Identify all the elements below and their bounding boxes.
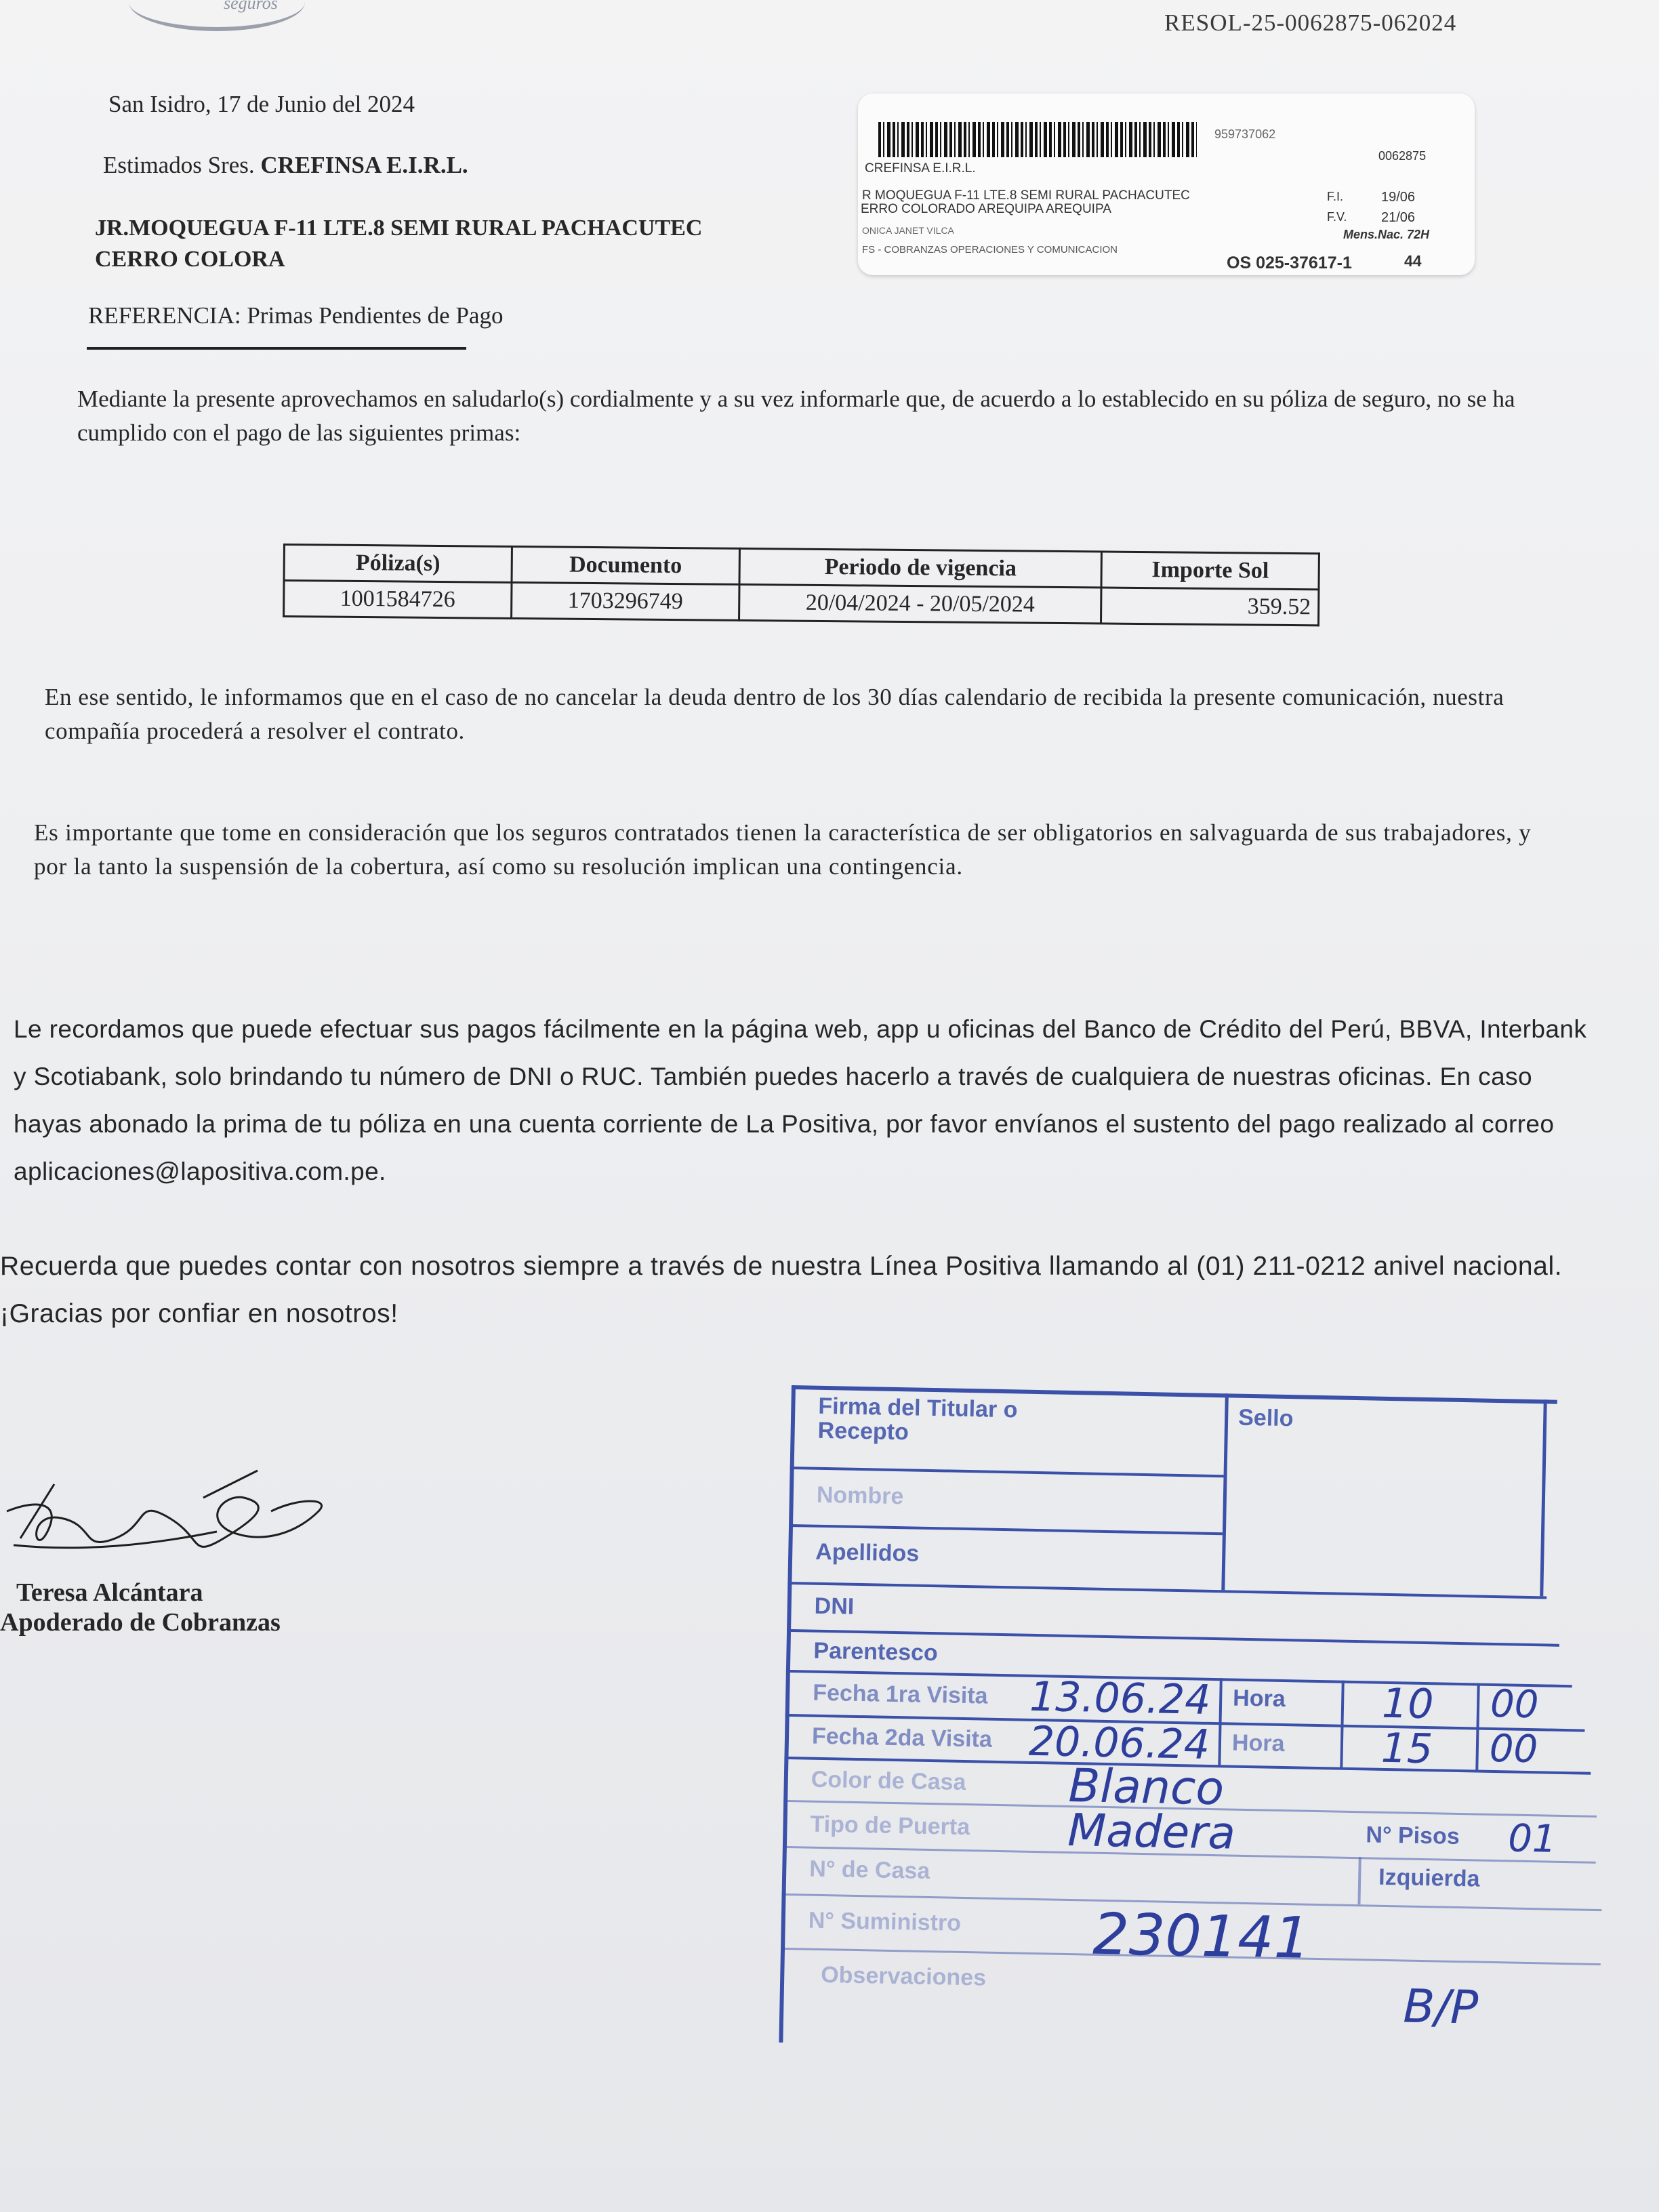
stamp-visita1-label: Fecha 1ra Visita: [812, 1679, 988, 1709]
signer-role: Apoderado de Cobranzas: [0, 1608, 281, 1637]
stamp-dni-label: DNI: [814, 1593, 855, 1620]
stamp-firma-label: Firma del Titular o Recepto: [817, 1393, 1018, 1446]
stamp-parentesco-label: Parentesco: [813, 1637, 939, 1666]
header-poliza: Póliza(s): [284, 545, 512, 583]
stamp-observaciones-label: Observaciones: [820, 1961, 987, 1991]
address-line-2: CERRO COLORA: [95, 247, 285, 272]
header-importe: Importe Sol: [1101, 552, 1319, 590]
label-name: CREFINSA E.I.R.L.: [865, 161, 976, 176]
receipt-stamp: [779, 1385, 1659, 2079]
stamp-visita2-label: Fecha 2da Visita: [811, 1723, 993, 1753]
cell-poliza: 1001584726: [284, 581, 512, 619]
label-department: FS - COBRANZAS OPERACIONES Y COMUNICACION: [862, 244, 1118, 255]
recipient-address: [95, 213, 702, 275]
label-address-2: ERRO COLORADO AREQUIPA AREQUIPA: [861, 202, 1111, 216]
greeting: [103, 152, 468, 179]
stamp-color-casa-label: Color de Casa: [811, 1766, 966, 1796]
signer-name: Teresa Alcántara: [16, 1578, 203, 1607]
premiums-table: [283, 544, 1320, 626]
label-count: 44: [1404, 252, 1422, 270]
header-documento: Documento: [512, 546, 739, 584]
greeting-text: Estimados Sres.: [103, 152, 255, 178]
cell-importe: 359.52: [1101, 588, 1319, 626]
stamp-sello-label: Sello: [1237, 1404, 1294, 1432]
label-os-number: OS 025-37617-1: [1227, 253, 1352, 272]
reference-underline: [87, 347, 466, 350]
stamp-tipo-puerta-label: Tipo de Puerta: [810, 1811, 970, 1841]
resolution-code: RESOL-25-0062875-062024: [1164, 9, 1457, 36]
signature: [0, 1457, 339, 1579]
paragraph-contact: Recuerda que puedes contar con nosotros siempre a través de nuestra Línea Positiva llamando al (01) 211-0212 anivel nacional. ¡Gracias por confiar en nosotros!: [0, 1252, 1563, 1328]
handwritten-hora1-h: 10: [1381, 1679, 1435, 1729]
stamp-nombre-label: Nombre: [816, 1481, 904, 1510]
barcode: [878, 122, 1197, 157]
cell-documento: 1703296749: [511, 582, 739, 620]
label-fv-value: 21/06: [1381, 210, 1416, 225]
handwritten-suministro: 230141: [1092, 1900, 1311, 1971]
handwritten-hora2-m: 00: [1489, 1726, 1538, 1772]
handwritten-visita2: 20.06.24: [1028, 1717, 1210, 1769]
handwritten-hora2-h: 15: [1380, 1724, 1433, 1774]
stamp-suministro-label: N° Suministro: [808, 1907, 962, 1936]
paragraph-intro: Mediante la presente aprovechamos en saludarlo(s) cordialmente y a su vez informarle que, de acuerdo a lo establecido en su póliza de seguro, no se ha cumplido con el pago de las siguientes primas:: [77, 386, 1515, 446]
handwritten-initials: B/P: [1402, 1980, 1479, 2035]
handwritten-tipo-puerta: Madera: [1067, 1803, 1236, 1860]
stamp-casa-label: N° de Casa: [808, 1856, 930, 1885]
paragraph-payment: Le recordamos que puede efectuar sus pagos fácilmente en la página web, app u oficinas del Banco de Crédito del Perú, BBVA, Interbank y Scotiabank, solo brindando tu número de DNI o RUC. También puedes hacerlo a través de cualquiera de nuestras oficinas. En caso hayas abonado la prima de tu póliza en una cuenta corriente de La Positiva, por favor envíanos el sustento del pago realizado al correo aplicaciones@lapositiva.com.pe.: [14, 1015, 1587, 1185]
stamp-apellidos-label: Apellidos: [815, 1538, 920, 1567]
label-address-1: R MOQUEGUA F-11 LTE.8 SEMI RURAL PACHACUTEC: [862, 188, 1190, 203]
label-person: ONICA JANET VILCA: [862, 225, 954, 236]
company-name: CREFINSA E.I.R.L.: [260, 152, 468, 178]
stamp-line: [790, 1467, 1224, 1477]
stamp-pisos-label: N° Pisos: [1366, 1822, 1460, 1850]
stamp-border-right: [1540, 1399, 1547, 1596]
shipping-label: [858, 94, 1475, 275]
handwritten-hora1-m: 00: [1490, 1681, 1540, 1727]
stamp-divider-casa: [1357, 1857, 1361, 1904]
handwritten-visita1: 13.06.24: [1029, 1673, 1212, 1724]
stamp-hora1-label: Hora: [1232, 1685, 1286, 1713]
company-logo: [129, 0, 305, 31]
date-line: San Isidro, 17 de Junio del 2024: [108, 91, 415, 117]
cell-periodo: 20/04/2024 - 20/05/2024: [739, 584, 1101, 623]
label-delivery-note: Mens.Nac. 72H: [1343, 228, 1430, 241]
label-code: 0062875: [1378, 149, 1427, 163]
handwritten-color-casa: Blanco: [1067, 1759, 1225, 1816]
address-line-1: JR.MOQUEGUA F-11 LTE.8 SEMI RURAL PACHACUTEC: [95, 216, 703, 241]
barcode-number: 959737062: [1214, 127, 1276, 141]
logo-text: seguros: [224, 0, 278, 13]
reference-line: REFERENCIA: Primas Pendientes de Pago: [88, 302, 504, 329]
handwritten-pisos: 01: [1507, 1816, 1557, 1862]
header-periodo: Periodo de vigencia: [739, 548, 1102, 588]
label-fi-value: 19/06: [1381, 190, 1416, 205]
label-fv: F.V.: [1327, 210, 1347, 224]
stamp-hora2-label: Hora: [1231, 1729, 1285, 1757]
label-fi: F.I.: [1327, 190, 1344, 203]
stamp-izquierda-label: Izquierda: [1378, 1864, 1480, 1892]
stamp-divider-sello: [1221, 1393, 1229, 1590]
paragraph-importance: Es importante que tome en consideración que los seguros contratados tienen la característica de ser obligatorios en salvaguarda de sus trabajadores, y por la tanto la suspensión de la cobertura, así como su resolución implican una contingencia.: [34, 819, 1532, 880]
stamp-line: [787, 1582, 1547, 1599]
stamp-line: [789, 1524, 1223, 1535]
paragraph-deadline: En ese sentido, le informamos que en el caso de no cancelar la deuda dentro de los 30 días calendario de recibida la presente comunicación, nuestra compañía procederá a resolver el contrato.: [45, 684, 1504, 744]
